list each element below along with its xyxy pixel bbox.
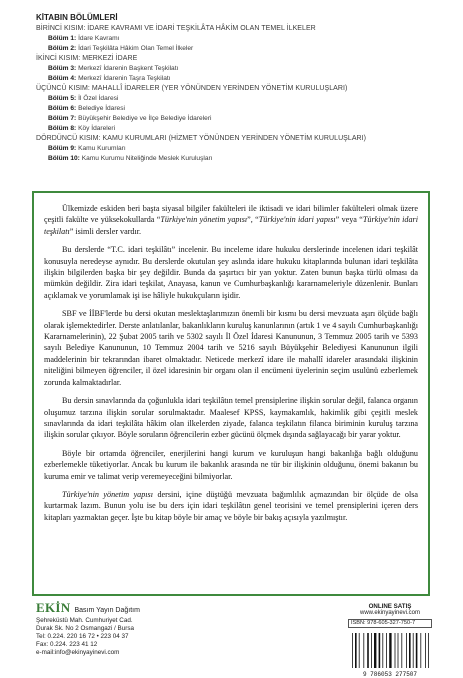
publisher-address-line-2: Durak Sk. No 2 Osmangazi / Bursa (36, 625, 134, 632)
contents-section (36, 12, 446, 164)
barcode-bar (374, 633, 376, 668)
chapter-title: Belediye İdaresi (78, 105, 125, 112)
barcode-bar (382, 633, 383, 668)
barcode-image (348, 630, 432, 678)
publisher-tagline: Basım Yayın Dağıtım (74, 607, 140, 614)
barcode-bar (401, 633, 402, 668)
contents-part-heading: İKİNCİ KISIM: MERKEZİ İDARE (36, 55, 138, 62)
chapter-number: Bölüm 7: (48, 115, 77, 122)
contents-chapter (36, 104, 446, 114)
contents-list (36, 24, 446, 164)
barcode-bar (371, 633, 372, 668)
barcode-bar (425, 633, 426, 668)
barcode-bar (352, 633, 353, 668)
chapter-title: İdare Kavramı (78, 35, 120, 42)
contents-chapter (36, 44, 446, 54)
barcode-bar (359, 633, 360, 668)
chapter-number: Bölüm 5: (48, 95, 77, 102)
paragraph-6: Türkiye'nin yönetim yapısı dersini, içine düştüğü mevzuata bağımlılık açmazından bir ölçüde de olsa kurtarmak lazım. Bunun yolu ise bu ders için idari teşkilâtın genel teorisini ve temel prensiplerini içeren ders kitapları yazmaktan geçer. İşte bu kitap böyle bir amaç ve böyle bir bakış açısıyla yazılmıştır. (44, 489, 418, 522)
barcode-digits: 9 786053 277507 (362, 671, 418, 678)
barcode-bar (409, 633, 411, 668)
paragraph-5: Böyle bir ortamda öğrenciler, enerjilerini hangi kurum ve kuruluşun hangi bakanlığa bağlı olduğunu ezberlemekle tüketiyorlar. Ancak bu kurum ile bakanlık arasında ne tür bir ilişkinin olduğunu, önemi bakanın bu kuruma emir ve talimat verip veremeyeceğini bilmiyorlar. (44, 448, 418, 481)
contents-chapter (36, 124, 446, 134)
isbn-label: ISBN: 978-605-327-750-7 (348, 619, 432, 628)
chapter-number: Bölüm 1: (48, 35, 77, 42)
contents-chapter (36, 114, 446, 124)
publisher-logo: EKİN (36, 600, 71, 615)
contents-title: KİTABIN BÖLÜMLERİ (36, 13, 118, 22)
barcode-bar (389, 633, 391, 668)
publisher-address-line-1: Şehreküstü Mah. Cumhuriyet Cad. (36, 617, 133, 624)
contents-part-heading: BİRİNCİ KISIM: İDARE KAVRAMI VE İDARİ TEŞKİLÂTA HÂKİM OLAN TEMEL İLKELER (36, 25, 316, 32)
contents-part-heading: DÖRDÜNCÜ KISIM: KAMU KURUMLARI (HİZMET YÖNÜNDEN YERİNDEN YÖNETİM KURULUŞLARI) (36, 135, 367, 142)
chapter-number: Bölüm 9: (48, 145, 77, 152)
barcode-bar (428, 633, 429, 668)
blurb-frame (32, 191, 430, 596)
chapter-number: Bölüm 4: (48, 75, 77, 82)
publisher-info (36, 600, 236, 657)
chapter-title: Kamu Kurumları (78, 145, 126, 152)
chapter-title: Kamu Kurumu Niteliğinde Meslek Kuruluşları (81, 155, 213, 162)
publisher-email: e-mail:info@ekinyayinevi.com (36, 649, 120, 656)
contents-chapter (36, 144, 446, 154)
barcode-bar (379, 633, 381, 668)
paragraph-4: Bu dersin sınavlarında da çoğunlukla idari teşkilâtın temel prensiplerine ilişkin sorular değil, falanca organın oluşumuz tarzına ilişkin sorular sorulmaktadır. Maalesef KPSS, kaymakamlık, hakimlik gibi çeşitli meslek sınavlarında da idari teşkilâta hâkim olan ilkelerden ziyade, falanca teşkilatın filanca biriminin kuruluş tarzına ilişkin sorular çıkıyor. Böyle soruların öğrencilerin ezber gücünü ölçmek dışında sağlayacağı bir yarar yoktur. (44, 396, 418, 440)
barcode-bar (363, 633, 364, 668)
publisher-fax: Fax: 0.224. 223 41 12 (36, 641, 98, 648)
sales-block (348, 603, 432, 678)
contents-chapter (36, 154, 446, 164)
chapter-title: Merkezî İdarenin Taşra Teşkilatı (78, 75, 171, 82)
chapter-title: İdari Teşkilâta Hâkim Olan Temel İlkeler (78, 45, 194, 52)
paragraph-2: Bu derslerde “T.C. idari teşkilâtı” incelenir. Bu inceleme idare hukuku derslerinde incelenen idari teşkilât konusuyla neredeyse aynıdır. Bu derslerde okutulan şey aslında idare hukuku kitaplarında bulunan idari teşkilâta ilişkin bilgilerden başka bir şey değildir. Bunda da şaşırtıcı bir yan yoktur. Zaten bunun başka türlü olması da mümkün değildir. Zira idari teşkilat, Anayasa, kanun ve Cumhurbaşkanlığı kararnameleriyle düzenlenir. Bunları açıklamak ve yorumlamak işi ise hâliyle hukukçuların işidir. (44, 245, 418, 300)
chapter-number: Bölüm 2: (48, 45, 77, 52)
barcode-bar (398, 633, 399, 668)
chapter-title: İl Özel İdaresi (78, 95, 119, 102)
chapter-title: Büyükşehir Belediye ve İlçe Belediye İdareleri (78, 115, 212, 122)
sales-website: www.ekinyayinevi.com (359, 610, 421, 616)
chapter-number: Bölüm 3: (48, 65, 77, 72)
chapter-number: Bölüm 8: (48, 125, 77, 132)
barcode-bar (413, 633, 414, 668)
barcode-bar (386, 633, 387, 668)
publisher-name (36, 600, 236, 615)
barcode-bar (395, 633, 396, 668)
barcode-bar (420, 633, 421, 668)
barcode-bar (416, 633, 418, 668)
online-sales-label: ONLINE SATIŞ (368, 603, 412, 610)
barcode-bar (367, 633, 369, 668)
chapter-title: Köy İdareleri (78, 125, 116, 132)
chapter-number: Bölüm 6: (48, 105, 77, 112)
contents-part-heading: ÜÇÜNCÜ KISIM: MAHALLÎ İDARELER (YER YÖNÜNDEN YERİNDEN YÖNETİM KURULUŞLARI) (36, 85, 348, 92)
contents-chapter (36, 94, 446, 104)
publisher-phone: Tel: 0.224. 220 16 72 • 223 04 37 (36, 633, 129, 640)
contents-chapter (36, 74, 446, 84)
barcode-bar (406, 633, 407, 668)
contents-chapter (36, 34, 446, 44)
chapter-number: Bölüm 10: (48, 155, 80, 162)
paragraph-1: Ülkemizde eskiden beri başta siyasal bilgiler fakülteleri ile iktisadi ve idari bilimler fakülteleri olmak üzere çeşitli fakülte ve yüksekokullarda “Türkiye'nin yönetim yapısı”, “Türkiye'nin idari yapısı” veya “Türkiye'nin idari teşkilatı” isimli dersler vardır. (44, 204, 418, 236)
contents-chapter (36, 64, 446, 74)
paragraph-3: SBF ve İİBF'lerde bu dersi okutan meslektaşlarımızın önemli bir kısmı bu dersi mevzuata aşırı ölçüde bağlı olarak işlemektedirler. Derste anlatılanlar, bakanlıkların kuruluş kanunlarının (artık 1 ve 4 sayılı Cumhurbaşkanlığı Kararnamelerinin), 22 Şubat 2005 tarih ve 5302 sayılı İl Özel İdaresi Kanununun, 3 Temmuz 2005 tarih ve 5393 sayılı Belediye Kanununun, 10 Temmuz 2004 tarih ve 5216 sayılı Büyükşehir Belediyesi Kanununun ilgili maddelerinin bir tekrarından ibaret olmaktadır. Neticede merkezî idare ile mahallî idareler arasındaki ilişkinin niteliğini bilmeyen öğrenciler, il özel idaresinin bir organı olan il encümeni üyelerinin seçim usulünü ezberlemek zorunda kalmaktadırlar. (44, 309, 418, 387)
chapter-title: Merkezî İdarenin Başkent Teşkilatı (78, 65, 179, 72)
barcode-bar (355, 633, 357, 668)
